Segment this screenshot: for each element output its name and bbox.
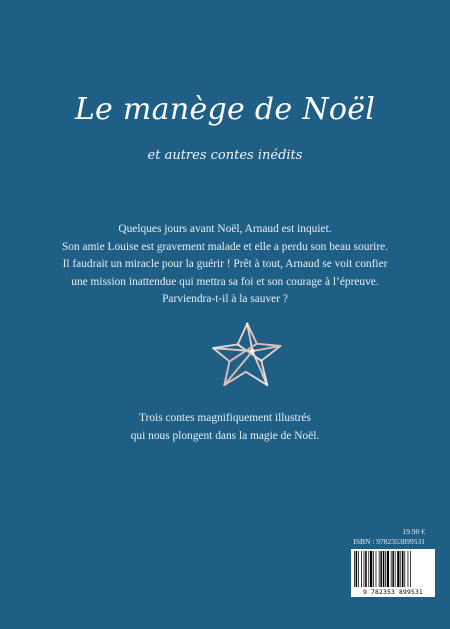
synopsis-line: Parviendra-t-il à la sauver ? <box>162 293 288 305</box>
book-subtitle: et autres contes inédits <box>147 148 303 163</box>
barcode-bar <box>392 551 394 587</box>
barcode-bar <box>354 551 355 587</box>
barcode-bar <box>391 551 392 587</box>
book-title: Le manège de Noël <box>74 92 376 127</box>
synopsis-line: Il faudrait un miracle pour la guérir ! Prêt à tout, Arnaud se voit confier <box>62 258 388 270</box>
barcode-bar <box>376 551 377 587</box>
synopsis-line: Quelques jours avant Noël, Arnaud est inquiet. <box>118 223 332 235</box>
barcode-bars <box>353 551 433 587</box>
synopsis <box>0 221 450 309</box>
price-label: 19.90 € <box>402 527 425 536</box>
tagline-line: qui nous plongent dans la magie de Noël. <box>130 430 320 442</box>
christmas-star-icon <box>211 320 285 394</box>
barcode-bar <box>408 551 409 587</box>
barcode-bar <box>364 551 365 587</box>
isbn-label: ISBN : 9782353899531 <box>353 537 425 546</box>
barcode-bar <box>379 551 380 587</box>
barcode-bar <box>397 551 399 587</box>
barcode-bar <box>358 551 359 587</box>
barcode-bar <box>410 551 411 587</box>
barcode-bar <box>387 551 389 587</box>
synopsis-line: Son amie Louise est gravement malade et elle a perdu son beau sourire. <box>61 240 389 253</box>
tagline-line: Trois contes magnifiquement illustrés <box>138 412 311 424</box>
synopsis-line: une mission inattendue qui mettra sa foi et son courage à l’épreuve. <box>71 275 379 288</box>
barcode-bar <box>368 551 369 587</box>
barcode-bar <box>385 551 386 587</box>
barcode-bar <box>365 551 367 587</box>
barcode-bar <box>400 551 401 587</box>
barcode <box>351 549 435 597</box>
barcode-bar <box>404 551 405 587</box>
barcode-bar <box>395 551 396 587</box>
barcode-digits: 9 782353 899531 <box>363 589 423 596</box>
barcode-bar <box>380 551 382 587</box>
barcode-bar <box>373 551 374 587</box>
barcode-bar <box>361 551 362 587</box>
barcode-bar <box>402 551 404 587</box>
barcode-bar <box>370 551 372 587</box>
tagline <box>0 409 450 445</box>
barcode-bar <box>356 551 358 587</box>
barcode-bar <box>383 551 385 587</box>
